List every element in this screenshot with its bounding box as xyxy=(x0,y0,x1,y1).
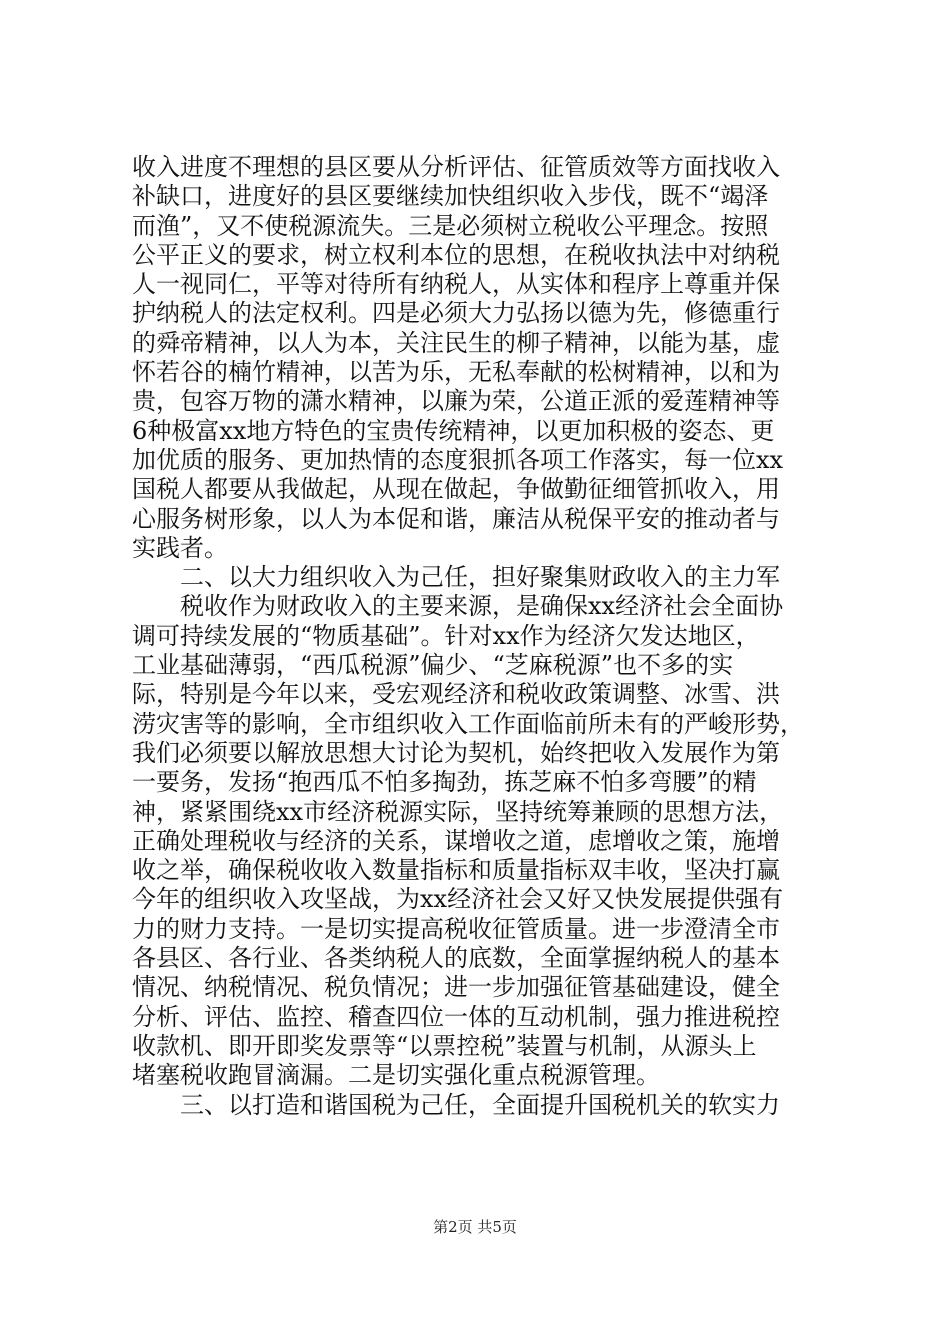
text-line: 6种极富xx地方特色的宝贵传统精神，以更加积极的姿态、更 xyxy=(132,416,775,445)
text-line: 税收作为财政收入的主要来源，是确保xx经济社会全面协 xyxy=(132,592,784,621)
text-line: 人一视同仁，平等对待所有纳税人，从实体和程序上尊重并保 xyxy=(132,270,780,299)
document-body xyxy=(132,153,828,1120)
text-line: 的舜帝精神，以人为本，关注民生的柳子精神，以能为基，虚 xyxy=(132,328,780,357)
page-number-footer: 第2页 共5页 xyxy=(433,1218,517,1236)
text-line: 今年的组织收入攻坚战，为xx经济社会又好又快发展提供强有 xyxy=(132,885,784,914)
text-line: 公平正义的要求，树立权利本位的思想，在税收执法中对纳税 xyxy=(132,240,780,269)
text-line: 正确处理税收与经济的关系，谋增收之道，虑增收之策，施增 xyxy=(132,826,780,855)
text-line: 神，紧紧围绕xx市经济税源实际，坚持统筹兼顾的思想方法， xyxy=(132,797,784,826)
text-line: 贵，包容万物的潇水精神，以廉为荣，公道正派的爱莲精神等 xyxy=(132,387,780,416)
text-line: 情况、纳税情况、税负情况；进一步加强征管基础建设，健全 xyxy=(132,973,780,1002)
text-line: 调可持续发展的“物质基础”。针对xx作为经济欠发达地区， xyxy=(132,621,760,650)
text-line: 力的财力支持。一是切实提高税收征管质量。进一步澄清全市 xyxy=(132,914,780,943)
text-line: 收款机、即开即奖发票等“以票控税”装置与机制，从源头上 xyxy=(132,1031,757,1060)
text-line: 加优质的服务、更加热情的态度狠抓各项工作落实，每一位xx xyxy=(132,445,784,474)
text-line: 心服务树形象，以人为本促和谐，廉洁从税保平安的推动者与 xyxy=(132,504,780,533)
text-line: 收之举，确保税收收入数量指标和质量指标双丰收，坚决打赢 xyxy=(132,856,780,885)
text-line: 补缺口，进度好的县区要继续加快组织收入步伐，既不“竭泽 xyxy=(132,182,769,211)
text-line: 我们必须要以解放思想大讨论为契机，始终把收入发展作为第 xyxy=(132,738,780,767)
text-line: 一要务，发扬“抱西瓜不怕多掏劲，拣芝麻不怕多弯腰”的精 xyxy=(132,768,757,797)
text-line: 工业基础薄弱，“西瓜税源”偏少、“芝麻税源”也不多的实 xyxy=(132,651,734,680)
text-line: 实践者。 xyxy=(132,533,228,562)
text-line: 收入进度不理想的县区要从分析评估、征管质效等方面找收入 xyxy=(132,153,780,181)
text-line: 怀若谷的楠竹精神，以苦为乐，无私奉献的松树精神，以和为 xyxy=(132,358,780,387)
text-line: 国税人都要从我做起，从现在做起，争做勤征细管抓收入，用 xyxy=(132,475,780,504)
text-line: 而渔”，又不使税源流失。三是必须树立税收公平理念。按照 xyxy=(132,211,769,240)
text-line: 三、以打造和谐国税为己任，全面提升国税机关的软实力 xyxy=(132,1090,780,1119)
text-line: 际，特别是今年以来，受宏观经济和税收政策调整、冰雪、洪 xyxy=(132,680,780,709)
text-line: 二、以大力组织收入为己任，担好聚集财政收入的主力军 xyxy=(132,563,780,592)
text-line: 涝灾害等的影响，全市组织收入工作面临前所未有的严峻形势， xyxy=(132,709,804,738)
text-line: 各县区、各行业、各类纳税人的底数，全面掌握纳税人的基本 xyxy=(132,944,780,973)
text-line: 分析、评估、监控、稽查四位一体的互动机制，强力推进税控 xyxy=(132,1002,780,1031)
text-line: 护纳税人的法定权利。四是必须大力弘扬以德为先，修德重行 xyxy=(132,299,780,328)
text-line: 堵塞税收跑冒滴漏。二是切实强化重点税源管理。 xyxy=(132,1061,660,1090)
